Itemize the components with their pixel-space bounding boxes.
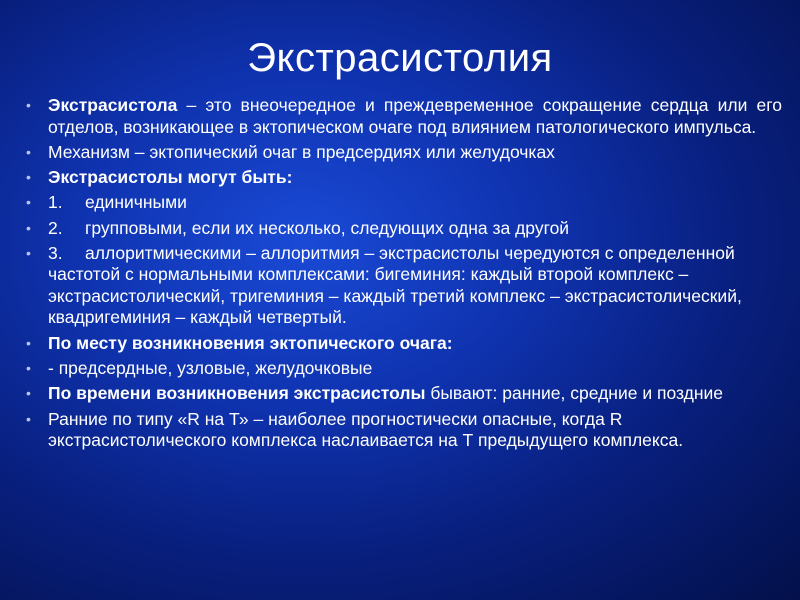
bullet-dot-icon: • — [26, 334, 31, 351]
bullet-item — [22, 218, 782, 240]
bullet-text: – это внеочередное и преждевременное сокращение сердца или его отделов, возникающее в эктопическом очаге под влиянием патологического импульса. — [48, 95, 782, 137]
bullet-number: 1. — [48, 192, 63, 213]
bullet-item — [22, 333, 782, 355]
bullet-dot-icon: • — [26, 143, 31, 160]
bullet-dot-icon: • — [26, 385, 31, 402]
bullet-item — [22, 383, 782, 405]
bullet-text: Механизм – эктопический очаг в предсердиях или желудочках — [48, 141, 555, 162]
slide-title: Экстрасистолия — [247, 36, 553, 80]
bullet-dot-icon: • — [26, 360, 31, 377]
bullet-item — [22, 167, 782, 189]
bullet-item — [22, 192, 782, 214]
bullet-text: групповыми, если их несколько, следующих одна за другой — [85, 217, 570, 238]
bullet-dot-icon: • — [26, 97, 31, 113]
bullet-text: бывают: ранние, средние и поздние — [425, 383, 724, 404]
bullet-number: 2. — [48, 217, 63, 238]
bullet-item — [22, 358, 782, 380]
bullet-dot-icon: • — [26, 194, 31, 211]
bullet-item — [22, 142, 782, 164]
bullet-dot-icon: • — [26, 244, 31, 261]
bullet-list — [22, 95, 782, 455]
bullet-text: аллоритмическими – аллоритмия – экстрасистолы чередуются с определенной частотой с нормальными комплексами: бигеминия: каждый второй комплекс – экстрасистолический, тригеминия – каждый третий комплекс – экстрасистолический, квадригеминия – каждый четвертый. — [48, 242, 742, 328]
bullet-dot-icon: • — [26, 410, 31, 427]
bullet-text: единичными — [85, 192, 187, 213]
bullet-bold-text: По месту возникновения эктопического очага: — [48, 332, 453, 353]
bullet-dot-icon: • — [26, 169, 31, 186]
bullet-item — [22, 95, 782, 138]
bullet-bold-text: По времени возникновения экстрасистолы — [48, 383, 426, 404]
bullet-dot-icon: • — [26, 219, 31, 236]
bullet-number: 3. — [48, 242, 63, 263]
bullet-bold-text: Экстрасистолы могут быть: — [48, 167, 293, 188]
bullet-bold-text: Экстрасистола — [48, 95, 178, 115]
bullet-text: - предсердные, узловые, желудочковые — [48, 358, 373, 379]
bullet-item — [22, 243, 782, 329]
bullet-item — [22, 409, 782, 452]
bullet-text: Ранние по типу «R на Т» – наиболее прогностически опасные, когда R экстрасистолического комплекса наслаивается на Т предыдущего комплекса. — [48, 408, 684, 451]
